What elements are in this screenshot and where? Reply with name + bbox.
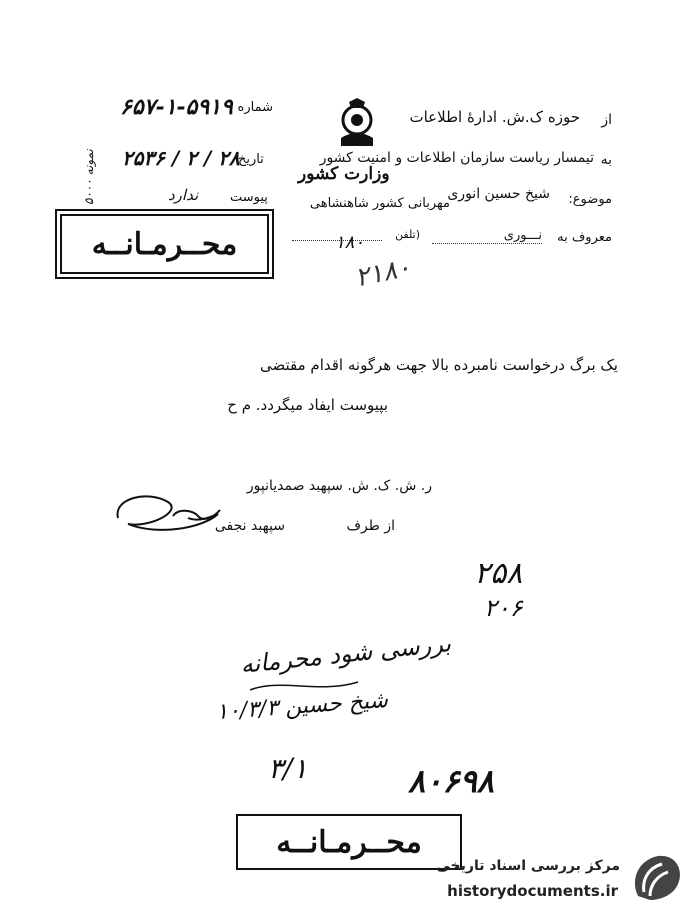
footer-org-name: مرکز بررسی اسناد تاریخی bbox=[436, 858, 620, 874]
handwritten-note-5: ۳/۱ bbox=[268, 752, 308, 785]
number-label: شماره bbox=[237, 100, 273, 115]
date-value: ۲۵۳۶ / ۲ / ۲۸ bbox=[122, 146, 240, 170]
known-as-value: نـــوری bbox=[432, 228, 542, 244]
classification-stamp-bottom-text: محــرمـانــه bbox=[276, 824, 422, 860]
number-value: ۶۵۷-۱-۵۹۱۹ bbox=[120, 94, 233, 120]
date-label: تاریخ bbox=[238, 152, 264, 167]
footer-website: historydocuments.ir bbox=[447, 882, 618, 900]
subject-value: شیخ حسین انوری bbox=[447, 186, 550, 202]
from-value: حوزه ک.ش. ادارۀ اطلاعات bbox=[409, 108, 580, 126]
subject-line2: مهربانی کشور شاهنشاهی bbox=[309, 196, 450, 211]
handwritten-signature-icon bbox=[108, 488, 238, 542]
classification-stamp-top-text: محــرمـانــه bbox=[91, 226, 238, 262]
handwritten-serial: ۸۰۶۹۸ bbox=[408, 762, 494, 800]
signature-name: سپهبد نجفی bbox=[214, 518, 285, 534]
handwritten-note-2: ۲۰۶ bbox=[484, 594, 523, 622]
body-line-2: بپیوست ایفاد میگردد. م ح bbox=[227, 396, 388, 414]
margin-number: ۲۱۸۰ bbox=[352, 252, 414, 294]
handwritten-note-1: ۲۵۸ bbox=[474, 556, 523, 591]
from-label: از bbox=[601, 112, 612, 128]
phone-label: (تلفن bbox=[395, 228, 420, 241]
subject-label: موضوع: bbox=[568, 192, 612, 207]
attachment-label: پیوست bbox=[230, 190, 268, 205]
phone-handwritten: ۱۸۰ bbox=[335, 232, 365, 253]
handwritten-note-4: شیخ حسین ۱۰/۳/۳ bbox=[215, 688, 389, 725]
to-label: به bbox=[600, 152, 612, 168]
attachment-value: ندارد bbox=[168, 186, 199, 204]
body-line-1: یک برگ درخواست نامبرده بالا جهت هرگونه اقدام مقتضی bbox=[260, 356, 618, 374]
signature-line-1: ر. ش. ک. ش. سپهبد صمدیانپور bbox=[246, 478, 432, 494]
to-value: تیمسار ریاست سازمان اطلاعات و امنیت کشور bbox=[319, 150, 594, 166]
classification-stamp-bottom bbox=[236, 814, 462, 870]
form-number: نمونه ۵۰۰۰ bbox=[82, 149, 96, 205]
known-as-label: معروف به bbox=[557, 230, 612, 245]
signature-prefix: از طرف bbox=[346, 518, 395, 534]
ministry-name: وزارت کشور bbox=[298, 164, 390, 184]
classification-stamp-top bbox=[60, 214, 269, 274]
archive-leaf-icon bbox=[628, 852, 686, 908]
ministry-emblem-icon bbox=[335, 98, 379, 154]
handwritten-note-3: بررسی شود محرمانه bbox=[239, 629, 453, 679]
